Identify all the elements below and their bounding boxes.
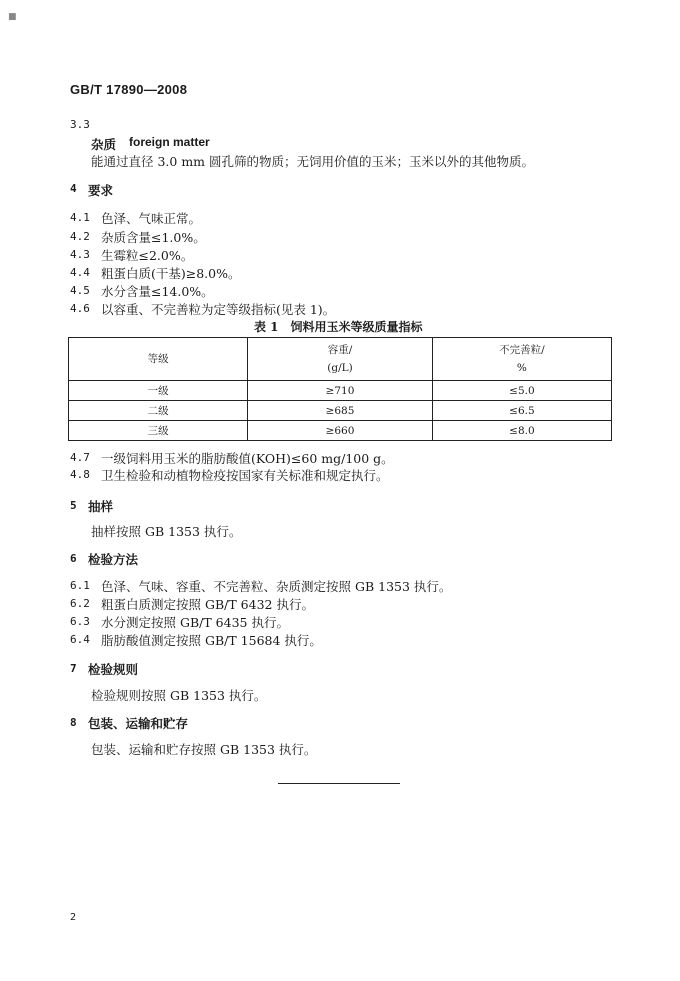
standard-code-header: GB/T 17890—2008	[70, 82, 188, 97]
cell-imperfect: ≤8.0	[432, 421, 611, 441]
grade-table	[68, 337, 612, 441]
clause-number: 4.5	[70, 284, 90, 297]
clause-text: 脂肪酸值测定按照 GB/T 15684 执行。	[101, 633, 322, 648]
clause-text: 以容重、不完善粒为定等级指标(见表 1)。	[101, 302, 336, 317]
header-bulk-density-unit: (g/L)	[327, 362, 353, 374]
cell-grade: 三级	[69, 421, 248, 441]
section-4-number: 4	[70, 182, 77, 195]
end-of-document-rule	[278, 783, 400, 784]
clause-text: 生霉粒≤2.0%。	[101, 248, 194, 263]
header-imperfect-kernels: 不完善粒/	[499, 344, 545, 356]
section-4-title: 要求	[88, 183, 114, 198]
section-5-number: 5	[70, 499, 77, 512]
section-7-text: 检验规则按照 GB 1353 执行。	[91, 688, 267, 703]
section-8-title: 包装、运输和贮存	[88, 716, 189, 731]
section-8-number: 8	[70, 716, 77, 729]
clause-text: 水分测定按照 GB/T 6435 执行。	[101, 615, 289, 630]
section-6-number: 6	[70, 552, 77, 565]
header-bulk-density: 容重/	[327, 344, 353, 356]
clause-text: 一级饲料用玉米的脂肪酸值(KOH)≤60 mg/100 g。	[101, 451, 394, 466]
clause-text: 粗蛋白质(干基)≥8.0%。	[101, 266, 241, 281]
clause-number: 4.6	[70, 302, 90, 315]
cell-imperfect: ≤5.0	[432, 381, 611, 401]
table-row	[69, 381, 612, 401]
clause-text: 色泽、气味正常。	[101, 211, 202, 226]
term-en: foreign matter	[129, 135, 210, 149]
clause-text: 粗蛋白质测定按照 GB/T 6432 执行。	[101, 597, 314, 612]
table-caption: 表 1 饲料用玉米等级质量指标	[254, 320, 423, 334]
clause-number: 4.2	[70, 230, 90, 243]
term-cn: 杂质	[91, 137, 117, 152]
page-number: 2	[70, 912, 77, 923]
table-row	[69, 401, 612, 421]
clause-number: 6.2	[70, 597, 90, 610]
section-7-title: 检验规则	[88, 662, 139, 677]
clause-number: 4.8	[70, 468, 90, 481]
clause-text: 色泽、气味、容重、不完善粒、杂质测定按照 GB 1353 执行。	[101, 579, 452, 594]
cell-bulk-density: ≥660	[248, 421, 433, 441]
table-header-cell	[248, 338, 433, 381]
clause-number: 4.1	[70, 211, 90, 224]
cell-grade: 二级	[69, 401, 248, 421]
cell-bulk-density: ≥685	[248, 401, 433, 421]
term-definition: 能通过直径 3.0 mm 圆孔筛的物质；无饲用价值的玉米；玉米以外的其他物质。	[91, 154, 535, 169]
clause-number: 6.3	[70, 615, 90, 628]
clause-text: 卫生检验和动植物检疫按国家有关标准和规定执行。	[101, 468, 389, 483]
cell-grade: 一级	[69, 381, 248, 401]
section-8-text: 包装、运输和贮存按照 GB 1353 执行。	[91, 742, 317, 757]
clause-number: 3.3	[70, 118, 90, 131]
clause-number: 4.4	[70, 266, 90, 279]
clause-number: 4.3	[70, 248, 90, 261]
section-6-title: 检验方法	[88, 552, 139, 567]
clause-text: 水分含量≤14.0%。	[101, 284, 214, 299]
clause-text: 杂质含量≤1.0%。	[101, 230, 206, 245]
section-5-text: 抽样按照 GB 1353 执行。	[91, 524, 242, 539]
section-7-number: 7	[70, 662, 77, 675]
cell-bulk-density: ≥710	[248, 381, 433, 401]
section-5-title: 抽样	[88, 499, 114, 514]
header-imperfect-kernels-unit: %	[516, 362, 527, 374]
clause-number: 6.1	[70, 579, 90, 592]
table-header-cell	[69, 338, 248, 381]
table-row	[69, 421, 612, 441]
clause-number: 6.4	[70, 633, 90, 646]
clause-number: 4.7	[70, 451, 90, 464]
header-grade: 等级	[147, 353, 169, 365]
table-header-row	[69, 338, 612, 381]
scan-mark: ■	[8, 12, 17, 22]
table-header-cell	[432, 338, 611, 381]
cell-imperfect: ≤6.5	[432, 401, 611, 421]
